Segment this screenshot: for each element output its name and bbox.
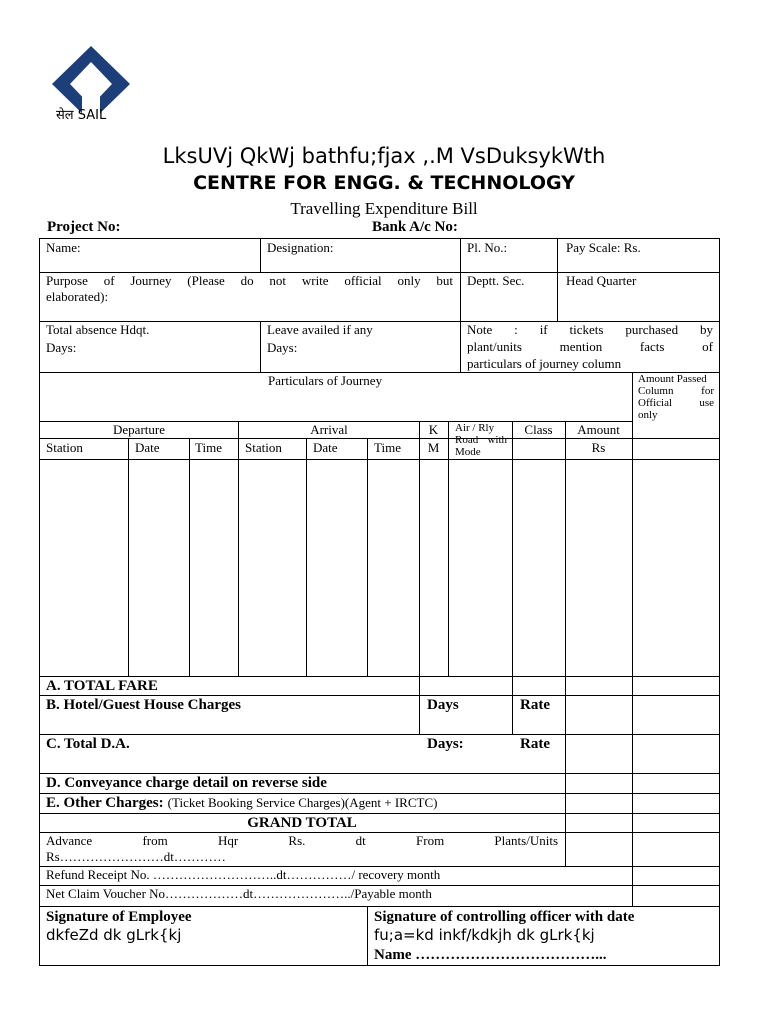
arr-time-header: Time — [374, 440, 401, 455]
grand-total-label: GRAND TOTAL — [247, 815, 357, 831]
leave-days-label: Days: — [267, 340, 298, 355]
hotel-days-label: Days — [427, 697, 459, 713]
title-english: CENTRE FOR ENGG. & TECHNOLOGY — [193, 172, 575, 194]
arrival-header: Arrival — [310, 422, 348, 437]
total-da-label: C. Total D.A. — [46, 736, 130, 752]
deptt-label: Deptt. Sec. — [467, 273, 525, 288]
km-header-2: M — [427, 440, 440, 455]
officer-name-line: Name ………………………………... — [374, 947, 607, 963]
advance-label: Advance from Hqr Rs. dt From Plants/Units — [46, 833, 558, 848]
form-title: Travelling Expenditure Bill — [290, 199, 478, 218]
purpose-label-cont: elaborated): — [46, 289, 109, 304]
pl-no-label: Pl. No.: — [467, 240, 508, 255]
mode-header-3: Mode — [455, 446, 481, 458]
note-text-3: particulars of journey column — [467, 356, 622, 371]
other-charges-detail: (Ticket Booking Service Charges)(Agent + IRCTC) — [167, 795, 438, 810]
arr-station-header: Station — [245, 440, 282, 455]
leave-label: Leave availed if any — [267, 322, 373, 337]
officer-signature-hindi: fu;a=kd inkf/kdkjh dk gLrk{kj — [374, 926, 595, 944]
particulars-label: Particulars of Journey — [268, 373, 383, 388]
refund-label: Refund Receipt No. ………………………..dt……………/ recovery month — [46, 867, 441, 882]
amount-passed-label-3: Official use — [638, 397, 714, 409]
amount-passed-label-4: only — [638, 409, 658, 421]
absence-days-label: Days: — [46, 340, 77, 355]
name-label: Name: — [46, 240, 81, 255]
pay-scale-label: Pay Scale: Rs. — [566, 240, 641, 255]
mode-header-2: Road with — [455, 434, 507, 446]
km-header: K — [428, 422, 439, 437]
class-header: Class — [524, 422, 553, 437]
total-fare-label: A. TOTAL FARE — [46, 678, 158, 694]
officer-signature-label: Signature of controlling officer with date — [374, 909, 635, 925]
mode-header: Air / Rly — [455, 422, 495, 434]
arr-date-header: Date — [313, 440, 338, 455]
rs-header: Rs — [591, 440, 606, 455]
dep-time-header: Time — [195, 440, 222, 455]
project-no-label: Project No: — [47, 219, 121, 235]
note-text-2: plant/units mention facts of — [467, 339, 713, 354]
employee-signature-hindi: dkfeZd dk gLrk{kj — [46, 926, 182, 944]
purpose-label: Purpose of Journey (Please do not write official only but — [46, 273, 453, 288]
hotel-charges-label: B. Hotel/Guest House Charges — [46, 697, 241, 713]
hotel-rate-label: Rate — [520, 697, 550, 713]
head-quarter-label: Head Quarter — [566, 273, 637, 288]
employee-signature-label: Signature of Employee — [46, 909, 192, 925]
departure-header: Departure — [113, 422, 165, 437]
conveyance-label: D. Conveyance charge detail on reverse side — [46, 775, 327, 791]
advance-label-2: Rs……………………dt………… — [46, 849, 226, 864]
amount-passed-label-2: Column for — [638, 385, 714, 397]
absence-label: Total absence Hdqt. — [46, 322, 150, 337]
dep-station-header: Station — [46, 440, 83, 455]
other-charges-label: E. Other Charges: — [46, 795, 164, 811]
da-days-label: Days: — [427, 736, 464, 752]
bank-ac-label: Bank A/c No: — [372, 219, 458, 235]
amount-header: Amount — [577, 422, 620, 437]
dep-date-header: Date — [135, 440, 160, 455]
designation-label: Designation: — [267, 240, 334, 255]
other-charges-row — [46, 794, 437, 812]
logo-text: सेल SAIL — [56, 108, 107, 123]
amount-passed-label: Amount Passed — [638, 373, 707, 385]
note-text: Note : if tickets purchased by — [467, 322, 713, 337]
net-claim-label: Net Claim Voucher No………………dt…………………../Payable month — [46, 886, 432, 901]
title-hindi: LksUVj QkWj bathfu;fjax ,.M VsDuksykWth — [162, 144, 606, 168]
da-rate-label: Rate — [520, 736, 550, 752]
